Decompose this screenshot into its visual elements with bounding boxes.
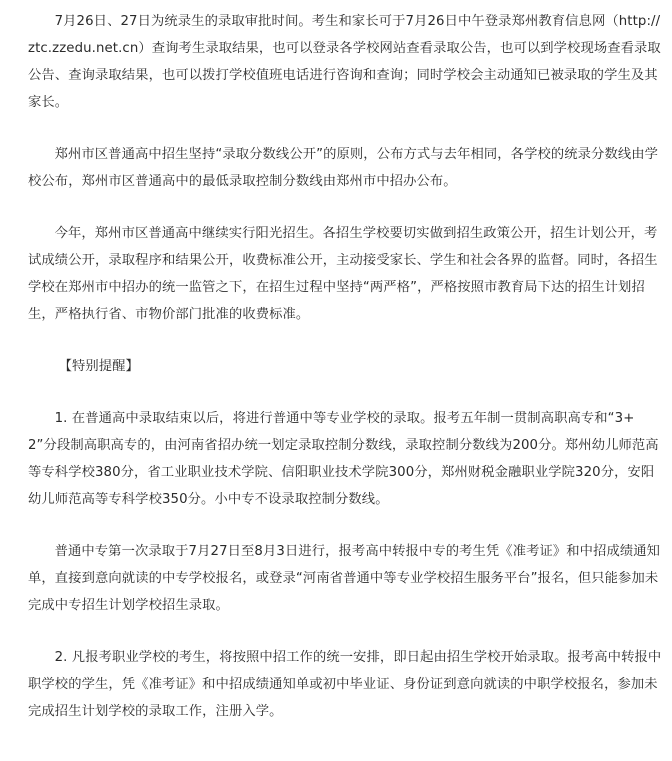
paragraph-spacer: [28, 195, 662, 220]
paragraph-score-line-policy: 郑州市区普通高中招生坚持“录取分数线公开”的原则，公布方式与去年相同，各学校的统录分数线由学校公布，郑州市区普通高中的最低录取控制分数线由郑州市中招办公布。: [28, 147, 659, 189]
paragraph-sunshine-enrollment: 今年，郑州市区普通高中继续实行阳光招生。各招生学校要切实做到招生政策公开，招生计划公开，考试成绩公开，录取程序和结果公开，收费标准公开，主动接受家长、学生和社会各界的监督。同时，各招生学校在郑州市中招办的统一监管之下，在招生过程中坚持“两严格”，严格按照市教育局下达的招生计划招生，严格执行省、市物价部门批准的收费标准。: [28, 226, 658, 322]
paragraph-reminder-1: 1. 在普通高中录取结束以后，将进行普通中等专业学校的录取。报考五年制一贯制高职高专和“3+2”分段制高职高专的，由河南省招办统一划定录取控制分数线，录取控制分数线为200分。郑州幼儿师范高等专科学校380分，省工业职业技术学院、信阳职业技术学院300分，郑州财税金融职业学院320分，安阳幼儿师范高等专科学校350分。小中专不设录取控制分数线。: [28, 411, 659, 507]
paragraph-spacer: [28, 380, 662, 405]
paragraph-result-query: 7月26日、27日为统录生的录取审批时间。考生和家长可于7月26日中午登录郑州教育信息网（http://ztc.zzedu.net.cn）查询考生录取结果，也可以登录各学校网站查看录取公告，也可以到学校现场查看录取公告、查询录取结果，也可以拨打学校值班电话进行咨询和查询；同时学校会主动通知已被录取的学生及其家长。: [28, 14, 661, 110]
paragraph-spacer: [28, 619, 662, 644]
special-reminder-heading: 【特别提醒】: [58, 359, 139, 374]
paragraph-vocational-first-round: 普通中专第一次录取于7月27日至8月3日进行，报考高中转报中专的考生凭《准考证》和中招成绩通知单，直接到意向就读的中专学校报名，或登录“河南省普通中等专业学校招生服务平台”报名，但只能参加未完成中专招生计划学校招生录取。: [28, 544, 661, 613]
paragraph-spacer: [28, 513, 662, 538]
paragraph-spacer: [28, 328, 662, 353]
paragraph-spacer: [28, 116, 662, 141]
paragraph-reminder-2: 2. 凡报考职业学校的考生，将按照中招工作的统一安排，即日起由招生学校开始录取。报考高中转报中职学校的学生，凭《准考证》和中招成绩通知单或初中毕业证、身份证到意向就读的中职学校报名，参加未完成招生计划学校的录取工作，注册入学。: [28, 650, 662, 719]
